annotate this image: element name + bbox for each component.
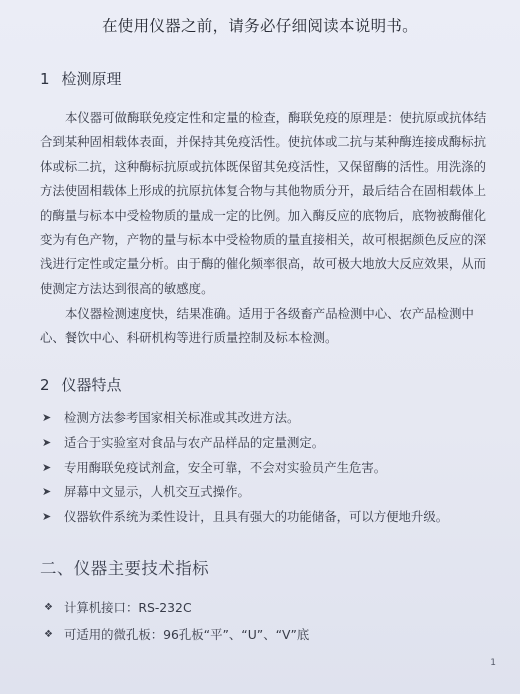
section-2-heading: [40, 374, 122, 395]
list-item: ➤ 屏幕中文显示，人机交互式操作。: [42, 480, 492, 505]
diamond-bullet-icon: ❖: [44, 602, 53, 613]
section-1-heading: [40, 68, 122, 89]
section-1-number: 1: [40, 70, 50, 88]
arrow-bullet-icon: ➤: [42, 485, 52, 499]
list-item: ➤ 仪器软件系统为柔性设计，且具有强大的功能储备，可以方便地升级。: [42, 505, 492, 530]
feature-list: [42, 406, 492, 530]
spec-list: [44, 594, 309, 648]
list-item: ➤ 专用酶联免疫试剂盒，安全可靠，不会对实验员产生危害。: [42, 456, 492, 481]
arrow-bullet-icon: ➤: [42, 460, 52, 474]
section-1-paragraph-2: 本仪器检测速度快，结果准确。适用于各级畜产品检测中心、农产品检测中心、餐饮中心、科研机构等进行质量控制及标本检测。: [40, 306, 474, 346]
section-1-paragraph-1: 本仪器可做酶联免疫定性和定量的检查，酶联免疫的原理是：使抗原或抗体结合到某种固相载体表面，并保持其免疫活性。使抗体或二抗与某种酶连接成酶标抗体或标二抗，这种酶标抗原或抗体既保留其免疫活性，又保留酶的活性。用洗涤的方法使固相载体上形成的抗原抗体复合物与其他物质分开，最后结合在固相载体上的酶量与标本中受检物质的量成一定的比例。加入酶反应的底物后，底物被酶催化变为有色产物，产物的量与标本中受检物质的量直接相关，故可根据颜色反应的深浅进行定性或定量分析。由于酶的催化频率很高，故可极大地放大反应效果，从而使测定方法达到很高的敏感度。: [40, 110, 487, 296]
arrow-bullet-icon: ➤: [42, 435, 52, 449]
diamond-bullet-icon: ❖: [44, 629, 53, 640]
section-2-number: 2: [40, 376, 50, 394]
intro-notice: 在使用仪器之前，请务必仔细阅读本说明书。: [101, 17, 418, 35]
list-item: ❖ 计算机接口：RS-232C: [44, 594, 309, 621]
page-number: 1: [490, 658, 496, 668]
section-2-title: 仪器特点: [61, 376, 122, 394]
arrow-bullet-icon: ➤: [42, 510, 52, 524]
list-item: ❖ 可适用的微孔板：96孔板“平”、“U”、“V”底: [44, 621, 309, 648]
list-item: ➤ 检测方法参考国家相关标准或其改进方法。: [42, 406, 492, 431]
arrow-bullet-icon: ➤: [42, 411, 52, 424]
section-1-title: 检测原理: [61, 70, 122, 88]
list-item: ➤ 适合于实验室对食品与农产品样品的定量测定。: [42, 431, 492, 456]
section-3-heading: 二、仪器主要技术指标: [40, 559, 209, 578]
